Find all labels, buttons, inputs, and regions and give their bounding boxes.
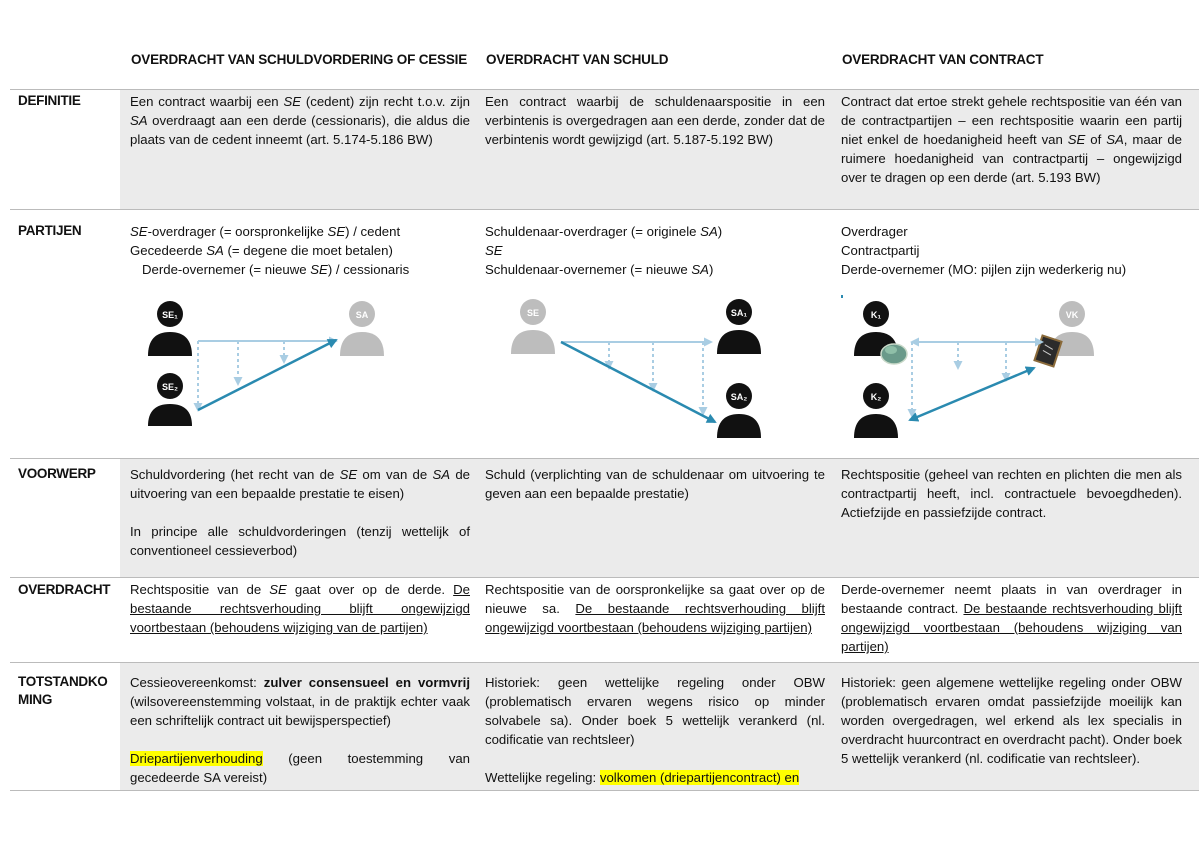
party-line: SE (485, 243, 503, 258)
text-fragment: Contract dat ertoe strekt gehele rechtspositie van één van de contractpartijen – een rechtspositie waarin een partij niet enkel de hoedanigheid heeft van (841, 94, 1182, 147)
person-se1-icon (148, 301, 192, 356)
text-fragment: Rechtspositie van de (130, 582, 270, 597)
text-fragment: om van de (357, 467, 433, 482)
person-label: K₁ (870, 310, 882, 320)
person-sa-icon (340, 301, 384, 356)
diagram-contract (838, 292, 1098, 442)
person-label: SE (526, 308, 540, 318)
paragraph-gap (485, 749, 825, 768)
row-divider (10, 790, 1199, 791)
text-fragment: Schuldenaar-overdrager (= originele (485, 224, 701, 239)
text-fragment: De bestaande rechtsverhouding blijft ongewijzigd voortbestaan (behoudens wijziging partijen) (485, 601, 825, 635)
paragraph-gap (130, 730, 470, 749)
text-fragment: De bestaande rechtsverhouding blijft ongewijzigd voortbestaan (behoudens wijziging van partijen) (841, 601, 1182, 654)
text-fragment: -overdrager (= oorspronkelijke (147, 224, 328, 239)
cell-overdracht-schuld (485, 580, 825, 637)
person-label: SE₁ (162, 310, 178, 320)
party-line (130, 241, 470, 260)
person-k2-icon (854, 383, 898, 438)
person-label: SA₂ (730, 392, 748, 402)
cell-totstandkoming-cessie (130, 673, 470, 787)
party-line (130, 222, 470, 241)
marker-dot (841, 295, 843, 298)
cell-totstandkoming-schuld (485, 673, 825, 787)
cell-definitie-contract (841, 92, 1182, 187)
text-fragment: volkomen (driepartijencontract) en (599, 770, 800, 785)
text-fragment: Cessieovereenkomst: (130, 675, 264, 690)
row-label-definitie: DEFINITIE (18, 93, 81, 108)
paragraph: In principe alle schuldvorderingen (tenzij wettelijk of conventioneel cessieverbod) (130, 524, 470, 558)
row-label-voorwerp: VOORWERP (18, 466, 96, 481)
person-se2-icon (148, 373, 192, 426)
text-fragment: Een contract waarbij een (130, 94, 284, 109)
diagram-schuld (505, 292, 765, 442)
party-line: Contractpartij (841, 243, 920, 258)
text-fragment: (= degene die moet betalen) (223, 243, 393, 258)
paragraph (130, 465, 470, 503)
row-label-line: MING (18, 692, 53, 707)
person-label: SE₂ (161, 382, 179, 392)
text-fragment: Schuldenaar-overnemer (= nieuwe (485, 262, 692, 277)
text-fragment: Schuldvordering (het recht van de (130, 467, 340, 482)
row-label-line: TOTSTANDKO (18, 674, 108, 689)
person-sa1-icon (717, 299, 761, 354)
text-fragment: SE (283, 94, 302, 109)
text-fragment: (wilsovereenstemming volstaat, in de praktijk echter vaak een schriftelijk contract uit bewijsperspectief) (130, 694, 470, 728)
text-fragment: ) / cedent (345, 224, 401, 239)
paragraph: Historiek: geen wettelijke regeling onder OBW (problematisch ervaren wegens risico op minder solvabele sa). Onder boek 5 wettelijk verankerd (nl. codificatie van rechtsleer) (485, 675, 825, 747)
person-sa2-icon (717, 383, 761, 438)
text-fragment: ) / cessionaris (327, 262, 410, 277)
cell-overdracht-cessie (130, 580, 470, 637)
text-fragment: SA (206, 243, 224, 258)
person-se-icon (511, 299, 555, 354)
text-fragment: Gecedeerde (130, 243, 207, 258)
text-fragment: , maar de ruimere hoedanigheid van contractpartij – ongewijzigd over te dragen op een derde (art. 5.193 BW) (841, 132, 1182, 185)
text-fragment: SE (310, 262, 328, 277)
text-fragment: gaat over op de derde. (286, 582, 454, 597)
cell-partijen-cessie (130, 222, 470, 279)
row-divider (10, 577, 1199, 578)
text-fragment: de uitvoering van een bepaalde prestatie te eisen) (130, 467, 470, 501)
row-divider (10, 209, 1199, 210)
text-fragment: Wettelijke regeling: (485, 770, 600, 785)
cell-voorwerp-schuld: Schuld (verplichting van de schuldenaar om uitvoering te geven aan een bepaalde prestatie) (485, 467, 825, 501)
text-fragment: SE (269, 582, 287, 597)
text-fragment: overdraagt aan een derde (cessionaris), die aldus die plaats van de cedent inneemt (art. 5.174-5.186 BW) (130, 113, 470, 147)
party-line: Overdrager (841, 224, 908, 239)
row-label-overdracht: OVERDRACHT (18, 582, 111, 597)
person-label: SA₁ (730, 308, 748, 318)
cell-totstandkoming-contract: Historiek: geen algemene wettelijke regeling onder OBW (problematisch ervaren omdat passiefzijde moeilijk kan worden overgedragen, wel erkend als lex specialis in overdracht huurcontract en overdracht pacht). Onder boek 5 wettelijk verankerd (nl. codificatie van rechtsleer). (841, 675, 1182, 766)
chalkboard-icon (1034, 336, 1061, 367)
text-fragment: SE (1067, 132, 1086, 147)
text-fragment: SA (1106, 132, 1124, 147)
text-fragment: De bestaande rechtsverhouding blijft ongewijzigd voortbestaan (behoudens wijziging van de partijen) (130, 582, 470, 635)
party-line: Derde-overnemer (MO: pijlen zijn wederkerig nu) (841, 262, 1127, 277)
party-line (485, 260, 825, 279)
party-line (130, 260, 470, 279)
cell-overdracht-contract (841, 580, 1182, 656)
text-fragment: zulver consensueel en vormvrij (263, 675, 470, 690)
row-label-partijen: PARTIJEN (18, 223, 82, 238)
row-label-totstandkoming (18, 673, 108, 709)
person-label: K₂ (870, 392, 882, 402)
transfer-arrow (910, 368, 1034, 420)
column-header-cessie: OVERDRACHT VAN SCHULDVORDERING OF CESSIE (131, 52, 468, 67)
diagram-cessie (140, 292, 390, 432)
text-fragment: (geen toestemming van gecedeerde SA vereist) (130, 751, 470, 785)
paragraph (485, 768, 825, 787)
cell-definitie-schuld: Een contract waarbij de schuldenaarspositie in een verbintenis is overgedragen aan een derde, zonder dat de verbintenis wordt gewijzigd (art. 5.187-5.192 BW) (485, 94, 825, 147)
text-fragment: SE (327, 224, 346, 239)
text-fragment: SA (700, 224, 718, 239)
cell-definitie-cessie (130, 92, 470, 149)
text-fragment: Rechtspositie van de oorspronkelijke sa gaat over op de nieuwe sa. (485, 582, 825, 616)
transfer-arrow (198, 340, 336, 410)
text-fragment: SA (691, 262, 709, 277)
diagram-schuld-svg (505, 292, 765, 442)
text-fragment: Driepartijenverhouding (130, 751, 263, 766)
person-label: SA (355, 310, 369, 320)
text-fragment: ) (708, 262, 714, 277)
party-line (485, 222, 825, 241)
text-fragment: Derde-overnemer neemt plaats in van overdrager in bestaande contract. (841, 582, 1182, 616)
person-label: VK (1065, 310, 1079, 320)
cell-partijen-contract (841, 222, 1182, 279)
text-fragment: ) (717, 224, 723, 239)
cell-voorwerp-contract: Rechtspositie (geheel van rechten en plichten die men als contractpartij heeft, incl. contractuele bevoegdheden). Actiefzijde en passiefzijde contract. (841, 467, 1182, 520)
text-fragment: (cedent) zijn recht t.o.v. zijn (301, 94, 470, 109)
diagram-contract-svg (838, 292, 1098, 442)
text-fragment: SA (432, 467, 451, 482)
money-icon (881, 344, 907, 364)
text-fragment: SE (339, 467, 358, 482)
column-header-schuld: OVERDRACHT VAN SCHULD (486, 52, 669, 67)
paragraph-gap (130, 503, 470, 522)
text-fragment: SA (130, 113, 148, 128)
transfer-arrow (561, 342, 715, 422)
text-fragment: Derde-overnemer (= nieuwe (142, 262, 311, 277)
column-header-contract: OVERDRACHT VAN CONTRACT (842, 52, 1044, 67)
text-fragment: of (1085, 132, 1107, 147)
cell-partijen-schuld (485, 222, 825, 279)
paragraph (130, 673, 470, 730)
text-fragment: SE (130, 224, 148, 239)
paragraph (130, 749, 470, 787)
diagram-cessie-svg (140, 292, 390, 432)
cell-voorwerp-cessie (130, 465, 470, 560)
